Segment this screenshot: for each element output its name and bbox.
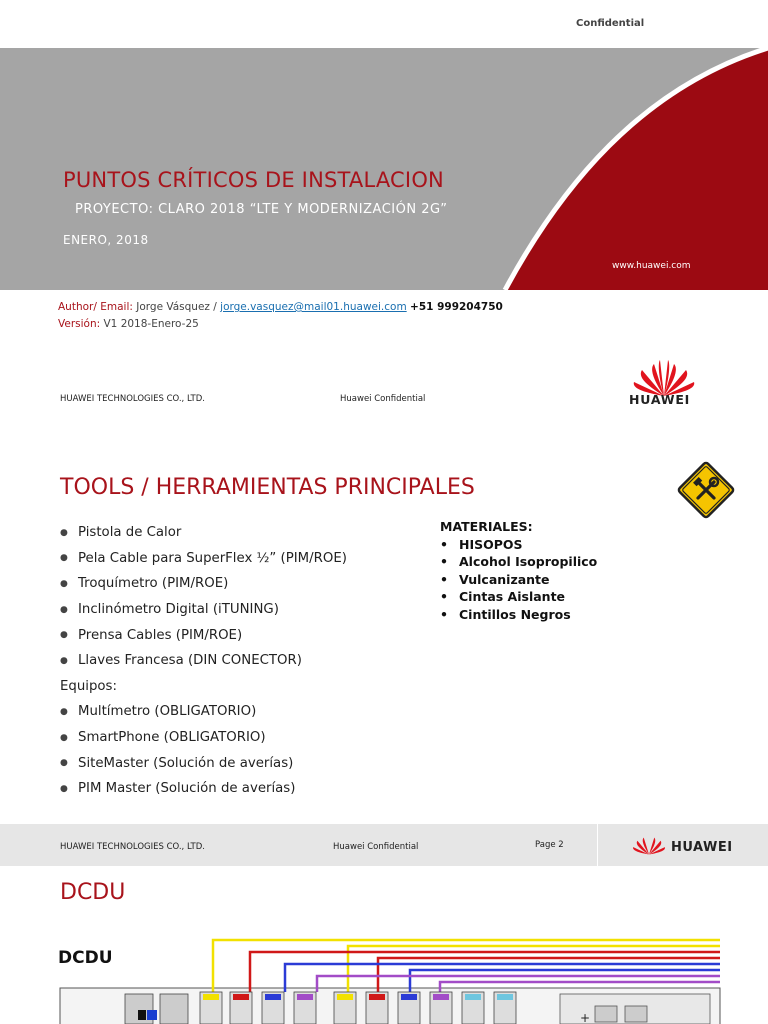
bullet-icon: ● <box>60 783 68 794</box>
confidential-label: Confidential <box>576 18 645 29</box>
list-item: • HISOPOS <box>440 536 523 552</box>
list-item: ● Pela Cable para SuperFlex ½” (PIM/ROE) <box>60 550 347 566</box>
page-number: Page 2 <box>535 840 564 850</box>
list-item: ● Troquímetro (PIM/ROE) <box>60 576 229 592</box>
author-line <box>58 301 503 313</box>
list-item: • Cintas Aislante <box>440 589 566 605</box>
list-item: ● SmartPhone (OBLIGATORIO) <box>60 730 266 746</box>
bullet-icon: ● <box>60 732 68 743</box>
version-label: Versión: <box>58 318 101 330</box>
list-item: ● Pistola de Calor <box>60 525 182 541</box>
slide-cover <box>0 0 768 430</box>
tools-list <box>60 520 347 802</box>
bullet-icon: • <box>440 536 448 552</box>
bullet-icon: ● <box>60 578 68 589</box>
presentation-title: PUNTOS CRÍTICOS DE INSTALACION <box>63 168 444 192</box>
bullet-icon: • <box>440 554 448 570</box>
list-item: ● SiteMaster (Solución de averías) <box>60 755 294 771</box>
bullet-icon: ● <box>60 758 68 769</box>
huawei-logo-icon <box>630 834 668 856</box>
version-value: V1 2018-Enero-25 <box>103 318 199 330</box>
bullet-icon: ● <box>60 553 68 564</box>
bullet-icon: ● <box>60 527 68 538</box>
author-label: Author/ Email: <box>58 301 133 313</box>
list-item: ● Multímetro (OBLIGATORIO) <box>60 704 257 720</box>
huawei-logo-text: HUAWEI <box>629 392 691 407</box>
list-item: ● Prensa Cables (PIM/ROE) <box>60 627 243 643</box>
version-line <box>58 318 199 330</box>
bullet-icon: • <box>440 571 448 587</box>
list-item: ● PIM Master (Solución de averías) <box>60 781 296 797</box>
presentation-subtitle: PROYECTO: CLARO 2018 “LTE Y MODERNIZACIÓN 2G” <box>75 202 448 217</box>
website-link[interactable]: www.huawei.com <box>612 261 691 271</box>
list-item: ● Inclinómetro Digital (iTUNING) <box>60 602 279 618</box>
dcdu-wiring-diagram <box>0 934 768 1024</box>
list-item: • Alcohol Isopropilico <box>440 554 598 570</box>
footer-confidential: Huawei Confidential <box>333 842 419 852</box>
bullet-icon: • <box>440 589 448 605</box>
tools-title: TOOLS / HERRAMIENTAS PRINCIPALES <box>60 475 475 500</box>
footer-divider <box>597 824 598 866</box>
author-email-link[interactable]: jorge.vasquez@mail01.huawei.com <box>220 301 407 313</box>
list-item: ● Llaves Francesa (DIN CONECTOR) <box>60 653 302 669</box>
svg-text:+: + <box>580 1011 591 1024</box>
footer-confidential: Huawei Confidential <box>340 394 426 404</box>
bullet-icon: ● <box>60 655 68 666</box>
tools-warning-sign-icon <box>674 458 738 522</box>
bullet-icon: ● <box>60 604 68 615</box>
dcdu-device-label: DCDU <box>58 948 113 968</box>
bullet-icon: ● <box>60 630 68 641</box>
materials-label: MATERIALES: <box>440 519 533 535</box>
equipos-label: Equipos: <box>60 678 117 694</box>
slide-dcdu <box>0 866 768 1024</box>
materials-list <box>440 518 597 623</box>
list-item: • Vulcanizante <box>440 571 550 587</box>
footer-company: HUAWEI TECHNOLOGIES CO., LTD. <box>60 842 205 852</box>
bullet-icon: • <box>440 606 448 622</box>
presentation-date: ENERO, 2018 <box>63 233 149 247</box>
slide-tools <box>0 432 768 864</box>
author-name: Jorge Vásquez / <box>136 301 217 313</box>
slide2-footer <box>0 824 768 866</box>
author-phone: +51 999204750 <box>410 301 503 313</box>
list-item: • Cintillos Negros <box>440 606 571 622</box>
huawei-logo-text: HUAWEI <box>671 840 733 855</box>
bullet-icon: ● <box>60 706 68 717</box>
footer-company: HUAWEI TECHNOLOGIES CO., LTD. <box>60 394 205 404</box>
dcdu-title: DCDU <box>60 880 126 905</box>
